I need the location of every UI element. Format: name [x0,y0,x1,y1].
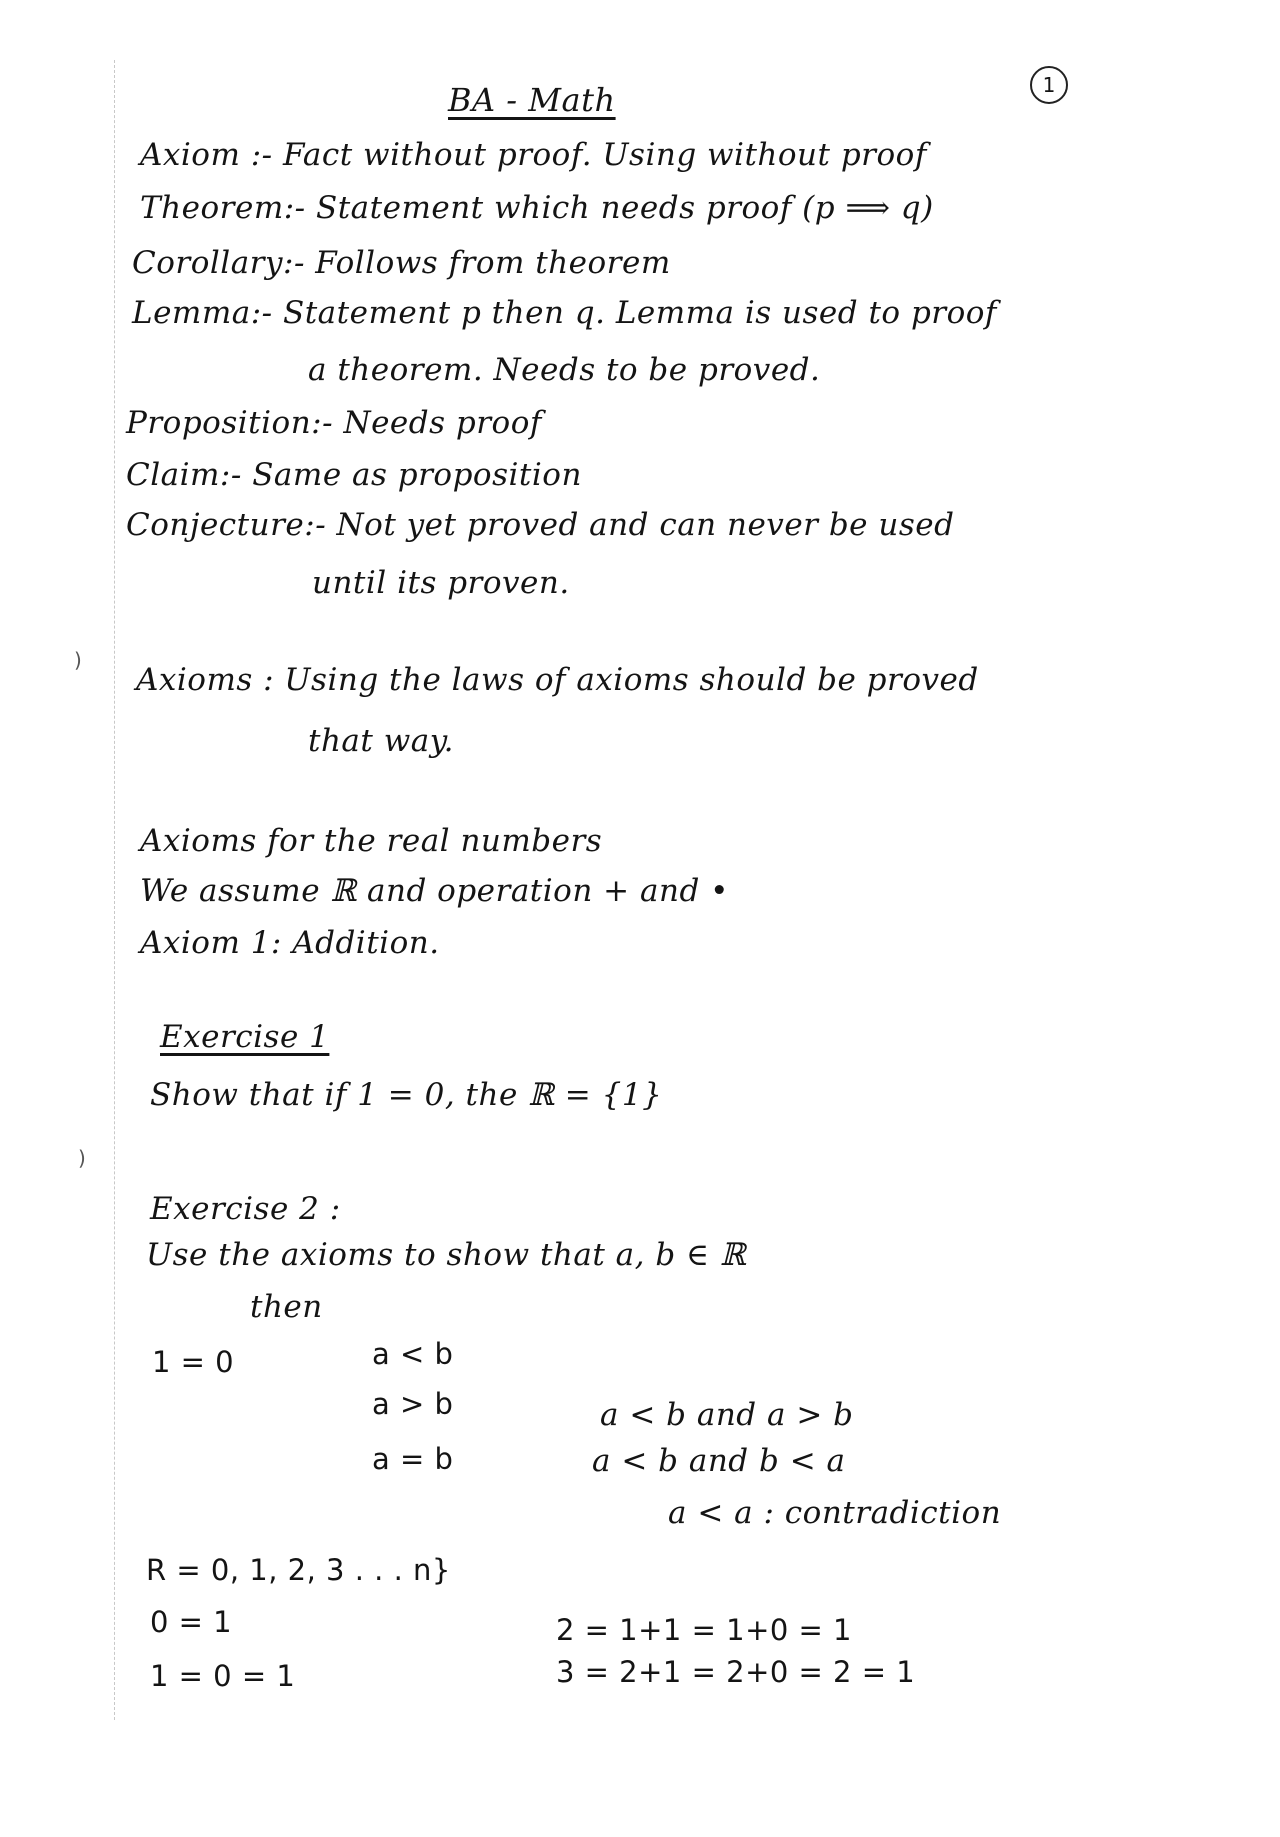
work-line: 1 = 0 = 1 [150,1659,296,1693]
axiom-addition: Axiom 1: Addition. [140,925,440,961]
margin-line [114,60,115,1720]
exercise-2-reasoning: a < b and b < a [592,1443,846,1479]
page-number: 1 [1030,66,1068,104]
definition-claim: Claim:- Same as proposition [126,457,582,493]
definition-corollary: Corollary:- Follows from theorem [132,245,671,281]
exercise-2-title: Exercise 2 : [150,1191,341,1227]
definition-theorem: Theorem:- Statement which needs proof (p ⟹ q) [140,190,934,226]
real-numbers-assumption: We assume ℝ and operation + and • [140,873,729,909]
exercise-2-case: a < b [372,1337,454,1371]
exercise-2-then: then [250,1289,323,1325]
page-title: BA - Math [448,81,616,119]
exercise-2-reasoning: a < b and a > b [600,1397,854,1433]
axioms-note: Axioms : Using the laws of axioms should be proved [136,662,979,698]
exercise-2-premise: 1 = 0 [152,1345,235,1379]
exercise-1-title: Exercise 1 [160,1019,330,1055]
definition-conjecture: Conjecture:- Not yet proved and can never be used [126,507,955,543]
definition-lemma: Lemma:- Statement p then q. Lemma is used to proof [132,295,997,331]
work-line: 2 = 1+1 = 1+0 = 1 [556,1613,853,1647]
real-numbers-heading: Axioms for the real numbers [140,823,603,859]
punch-hole-mark: ) [78,1146,86,1170]
exercise-2-case: a > b [372,1387,454,1421]
axioms-note-continued: that way. [308,723,454,759]
definition-conjecture-continued: until its proven. [312,565,570,601]
exercise-1-statement: Show that if 1 = 0, the ℝ = {1} [150,1077,663,1113]
exercise-2-statement: Use the axioms to show that a, b ∈ ℝ [146,1237,747,1273]
definition-proposition: Proposition:- Needs proof [126,405,542,441]
punch-hole-mark: ) [74,648,82,672]
definition-axiom: Axiom :- Fact without proof. Using without proof [140,137,927,173]
work-line: 0 = 1 [150,1605,233,1639]
work-set: R = 0, 1, 2, 3 . . . n} [146,1553,451,1587]
exercise-2-case: a = b [372,1442,454,1476]
exercise-2-contradiction: a < a : contradiction [668,1495,1002,1531]
work-line: 3 = 2+1 = 2+0 = 2 = 1 [556,1655,916,1689]
definition-lemma-continued: a theorem. Needs to be proved. [308,352,821,388]
